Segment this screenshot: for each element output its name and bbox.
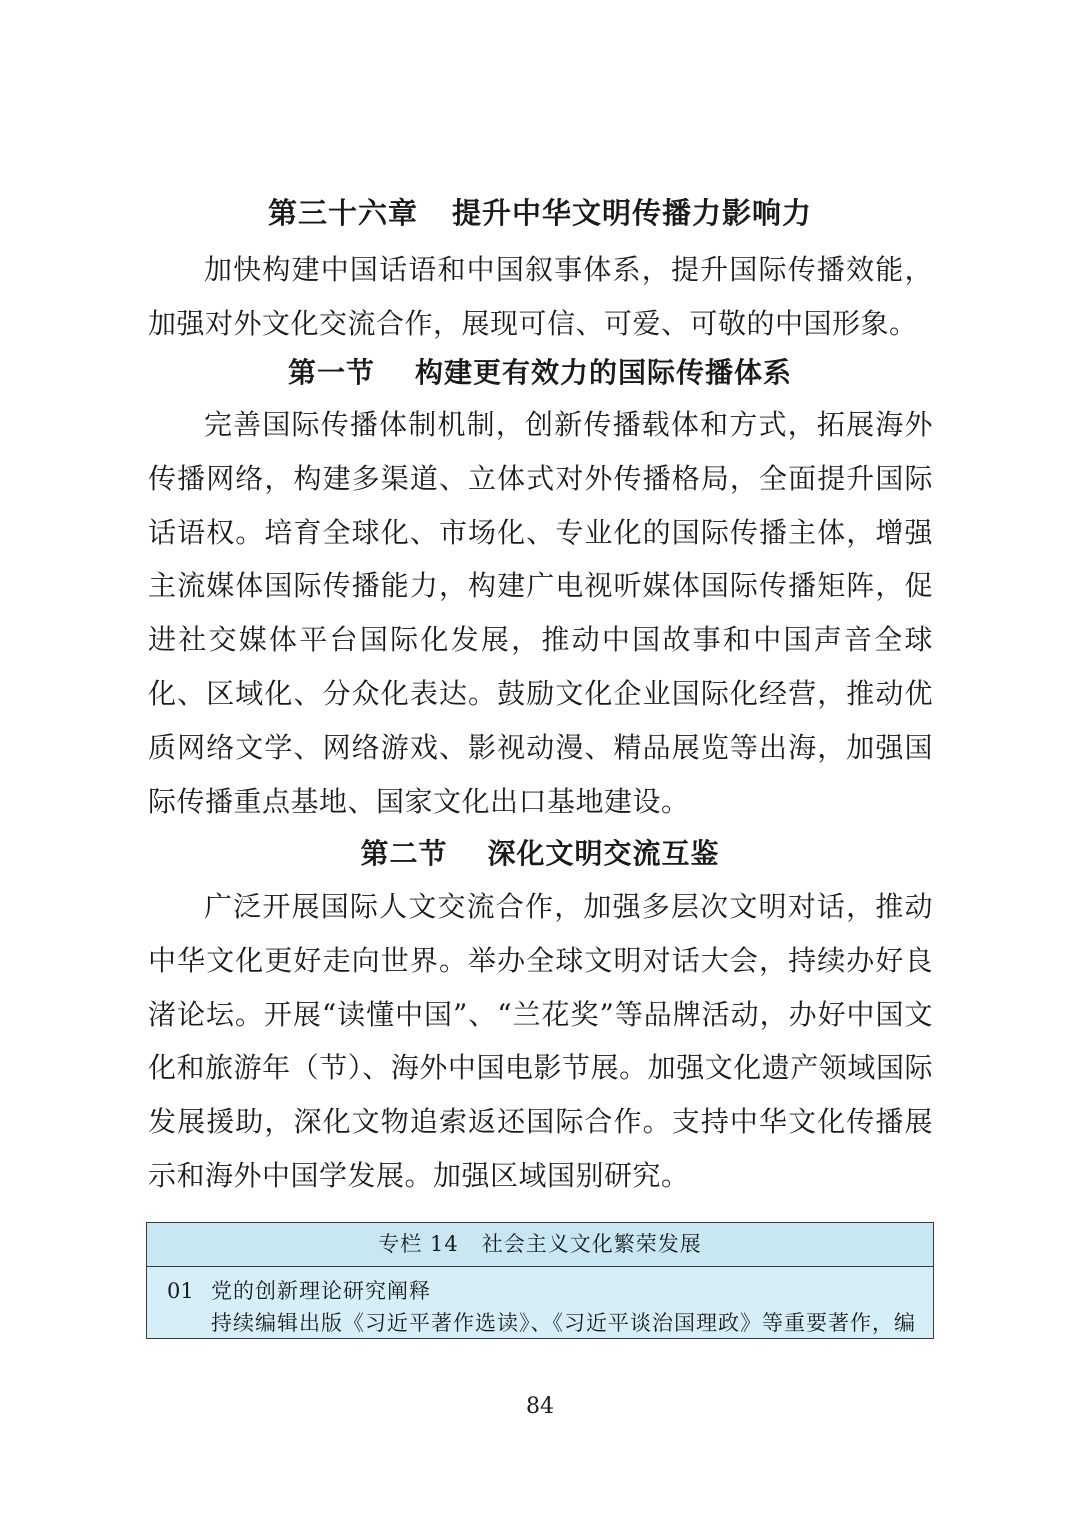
section-1-paragraph: 完善国际传播体制机制，创新传播载体和方式，拓展海外传播网络，构建多渠道、立体式对外传播格局，全面提升国际话语权。培育全球化、市场化、专业化的国际传播主体，增强主流媒体国际传播能力，构建广电视听媒体国际传播矩阵，促进社交媒体平台国际化发展，推动中国故事和中国声音全球化、区域化、分众化表达。鼓励文化企业国际化经营，推动优质网络文学、网络游戏、影视动漫、精品展览等出海，加强国际传播重点基地、国家文化出口基地建设。 [148,408,933,818]
section-1-title [0,353,1080,393]
column-label: 专栏 14 [378,1232,459,1256]
chapter-heading: 提升中华文明传播力影响力 [452,196,813,230]
column-title: 社会主义文化繁荣发展 [481,1232,702,1256]
column-item-number: 01 [167,1279,194,1303]
section-2-paragraph: 广泛开展国际人文交流合作，加强多层次文明对话，推动中华文化更好走向世界。举办全球文明对话大会，持续办好良渚论坛。开展“读懂中国”、“兰花奖”等品牌活动，办好中国文化和旅游年（节）、海外中国电影节展。加强文化遗产领域国际发展援助，深化文物追索返还国际合作。支持中华文化传播展示和海外中国学发展。加强区域国别研究。 [148,890,933,1192]
chapter-title [0,193,1080,233]
column-item-title: 党的创新理论研究阐释 [211,1279,431,1303]
page-number: 84 [526,1394,554,1419]
section-2-label: 第二节 [360,837,448,870]
chapter-label: 第三十六章 [267,196,418,230]
column-item-text: 持续编辑出版《习近平著作选读》、《习近平谈治国理政》等重要著作，编 [211,1311,916,1335]
column-header [147,1223,933,1267]
feature-column-box [146,1222,934,1339]
section-1-label: 第一节 [287,356,375,389]
section-1-heading: 构建更有效力的国际传播体系 [415,356,793,389]
chapter-intro-paragraph: 加快构建中国话语和中国叙事体系，提升国际传播效能，加强对外文化交流合作，展现可信、可爱、可敬的中国形象。 [148,253,933,340]
section-2-title [0,834,1080,874]
column-item [147,1267,933,1339]
section-2-heading: 深化文明交流互鉴 [487,837,720,870]
